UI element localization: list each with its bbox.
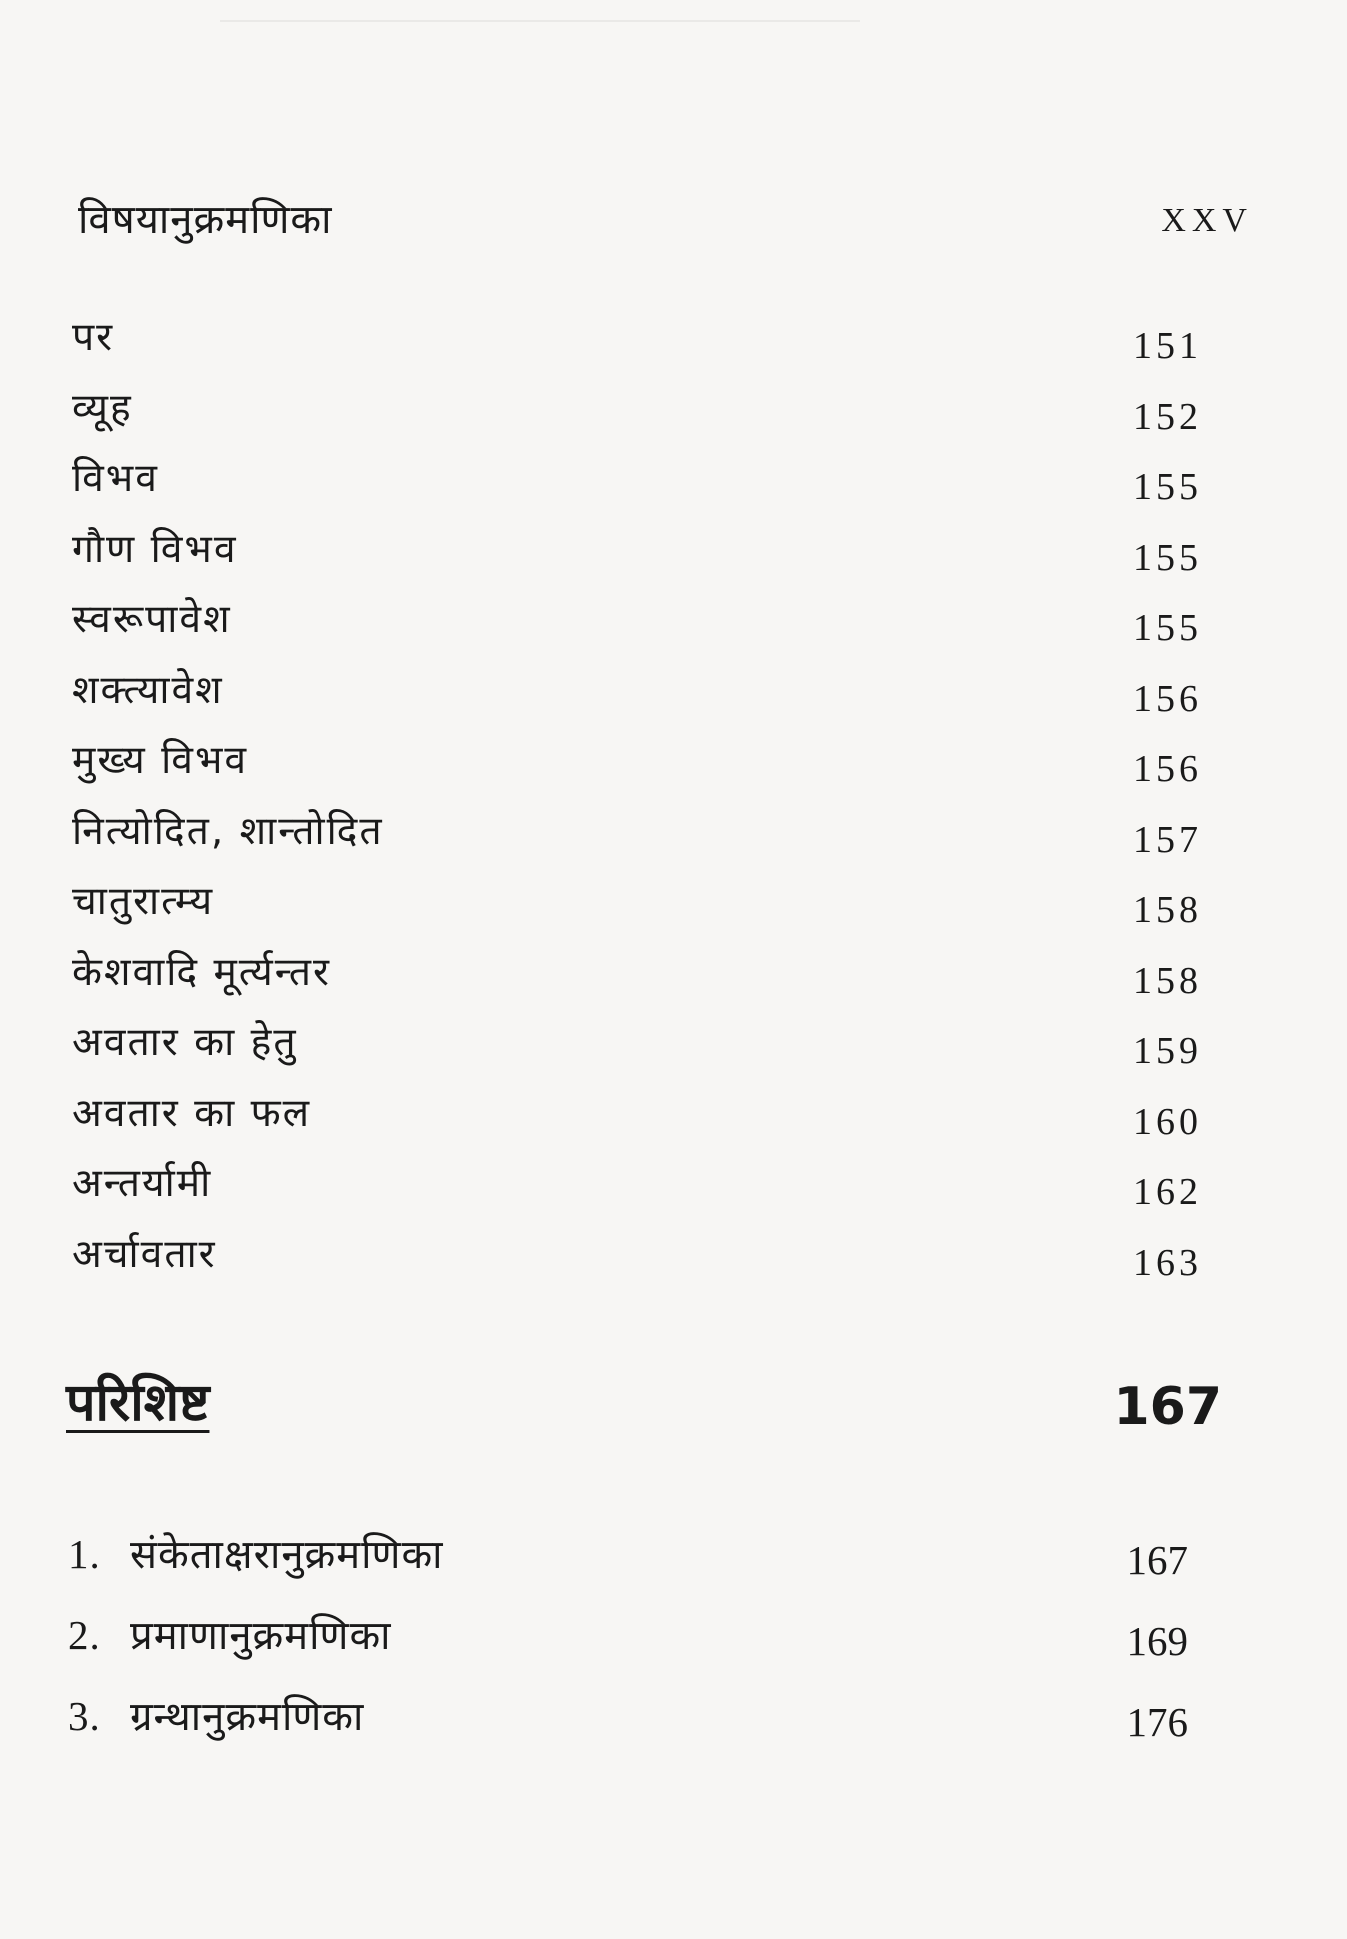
appendix-entry-label xyxy=(68,1607,392,1664)
toc-entry-title: विभव xyxy=(72,456,159,501)
toc-entry-page: 158 xyxy=(1133,959,1202,1002)
toc-entry xyxy=(72,735,1202,806)
toc-entry-title: अर्चावतार xyxy=(72,1231,217,1277)
toc-entry-title: अन्तर्यामी xyxy=(72,1161,213,1206)
toc-entry-title: चातुरात्म्य xyxy=(72,879,215,924)
appendix-entry-page: 167 xyxy=(1126,1537,1188,1583)
running-header-title: विषयानुक्रमणिका xyxy=(78,197,333,243)
toc-entry-page: 160 xyxy=(1133,1100,1202,1143)
appendix-entry-label xyxy=(68,1688,364,1745)
toc-entry-page: 155 xyxy=(1133,536,1202,579)
toc-entry xyxy=(72,1158,1202,1229)
appendix-entry-title: प्रमाणानुक्रमणिका xyxy=(130,1613,392,1659)
toc-entry-title: गौण विभव xyxy=(72,526,238,572)
toc-entry-title: नित्योदित, शान्तोदित xyxy=(72,808,384,854)
toc-entry xyxy=(72,383,1202,454)
toc-entry-title: केशवादि मूर्त्यन्तर xyxy=(72,949,331,995)
appendix-entry-title: ग्रन्थानुक्रमणिका xyxy=(130,1694,365,1740)
appendix-entry-label xyxy=(68,1526,444,1583)
toc-entry-page: 155 xyxy=(1133,607,1202,649)
toc-entry xyxy=(72,665,1202,736)
appendix-heading xyxy=(66,1368,1222,1448)
page-edge-mark xyxy=(220,20,860,22)
toc-entry-page: 157 xyxy=(1133,818,1202,861)
toc-entry-page: 156 xyxy=(1133,748,1202,790)
appendix-entry-page: 176 xyxy=(1126,1699,1188,1745)
running-header-page-number: XXV xyxy=(1161,202,1253,239)
toc-entry-page: 162 xyxy=(1133,1171,1202,1213)
appendix-entry xyxy=(68,1526,1188,1607)
appendix-entry xyxy=(68,1688,1188,1769)
toc-entry xyxy=(72,312,1202,383)
appendix-entry-page: 169 xyxy=(1126,1618,1188,1664)
toc-entry xyxy=(72,1017,1202,1088)
toc-entry-page: 155 xyxy=(1133,466,1202,508)
appendix-entry xyxy=(68,1607,1188,1688)
toc-entry-title: अवतार का हेतु xyxy=(72,1020,298,1065)
toc-entry-page: 159 xyxy=(1133,1030,1202,1072)
toc-entry-title: अवतार का फल xyxy=(72,1090,312,1136)
toc-entry xyxy=(72,524,1202,595)
toc-entry-page: 158 xyxy=(1133,889,1202,931)
appendix-entry-number: 2. xyxy=(68,1612,101,1658)
running-header xyxy=(78,190,1253,250)
appendix-list xyxy=(68,1526,1188,1769)
toc-entry xyxy=(72,1229,1202,1300)
toc-entry-title: स्वरूपावेश xyxy=(72,597,232,642)
toc-entry xyxy=(72,947,1202,1018)
toc-entry-page: 156 xyxy=(1133,677,1202,720)
toc-entry xyxy=(72,1088,1202,1159)
toc-entry-title: पर xyxy=(72,315,115,360)
toc-entry xyxy=(72,594,1202,665)
appendix-page-number: 167 xyxy=(1113,1377,1222,1437)
toc-entry-page: 152 xyxy=(1133,395,1202,438)
toc-entry-title: शक्त्यावेश xyxy=(72,667,224,713)
toc-entry-page: 163 xyxy=(1133,1241,1202,1284)
toc-entry-title: मुख्य विभव xyxy=(72,738,249,783)
toc-entry xyxy=(72,806,1202,877)
appendix-entry-number: 1. xyxy=(68,1531,101,1577)
appendix-title: परिशिष्ट xyxy=(66,1373,210,1433)
toc-list xyxy=(72,312,1202,1299)
toc-entry xyxy=(72,453,1202,524)
toc-entry xyxy=(72,876,1202,947)
appendix-entry-number: 3. xyxy=(68,1693,101,1739)
toc-entry-title: व्यूह xyxy=(72,385,133,431)
toc-entry-page: 151 xyxy=(1133,325,1202,367)
appendix-entry-title: संकेताक्षरानुक्रमणिका xyxy=(130,1532,444,1578)
